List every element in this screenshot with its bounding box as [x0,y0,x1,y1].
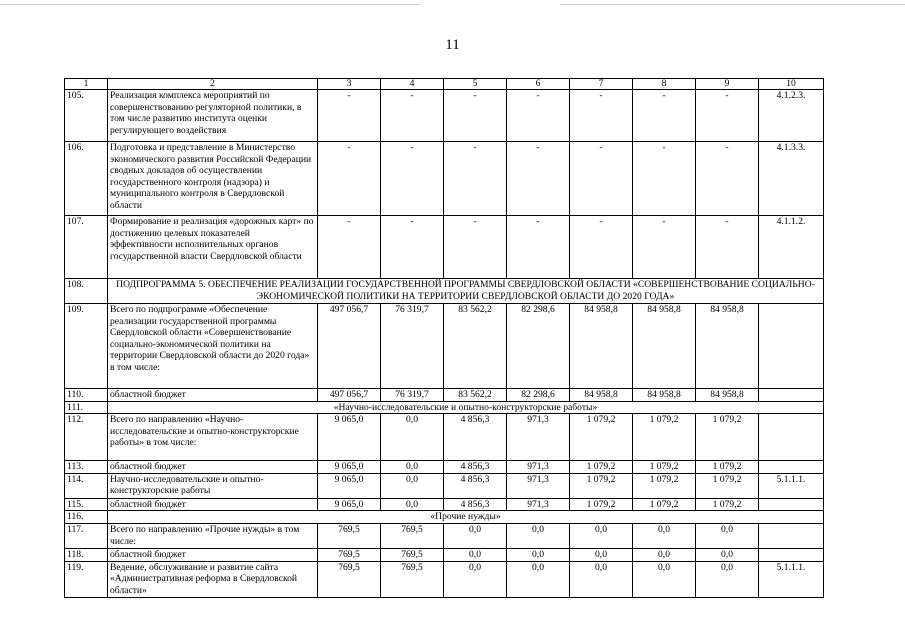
column-number: 5 [444,79,507,90]
row-number: 111. [65,401,108,414]
row-description: Научно-исследовательские и опытно-конструкторские работы [108,473,318,498]
value-cell: 497 056,7 [318,389,381,402]
value-cell: 84 958,8 [633,304,696,389]
value-cell: 0,0 [696,548,759,561]
value-cell: 76 319,7 [381,389,444,402]
value-cell: - [570,142,633,216]
section-title: ПОДПРОГРАММА 5. ОБЕСПЕЧЕНИЕ РЕАЛИЗАЦИИ ГОСУДАРСТВЕННОЙ ПРОГРАММЫ СВЕРДЛОВСКОЙ ОБЛАСТИ «СОВЕРШЕНСТВОВАНИЕ СОЦИАЛЬНО-ЭКОНОМИЧЕСКОЙ ПОЛИТИКИ НА ТЕРРИТОРИИ СВЕРДЛОВСКОЙ ОБЛАСТИ ДО 2020 ГОДА» [108,279,824,304]
value-cell: 497 056,7 [318,304,381,389]
row-description: Реализация комплекса мероприятий по совершенствованию регуляторной политики, в том числе развитию института оценки регулирующего воздействия [108,90,318,142]
value-cell: 82 298,6 [507,304,570,389]
value-cell: 0,0 [633,561,696,597]
row-number: 114. [65,473,108,498]
value-cell: 769,5 [381,561,444,597]
section-title: «Научно-исследовательские и опытно-конструкторские работы» [108,401,824,414]
row-number: 108. [65,279,108,304]
row-description: областной бюджет [108,548,318,561]
table-row [65,461,824,474]
value-cell: - [381,216,444,279]
value-cell: - [507,142,570,216]
row-description: Формирование и реализация «дорожных карт» по достижению целевых показателей эффективности исполнительных органов государственной власти Свердловской области [108,216,318,279]
value-cell: 1 079,2 [633,461,696,474]
value-cell: 84 958,8 [696,389,759,402]
value-cell: 9 065,0 [318,461,381,474]
value-cell: 0,0 [696,561,759,597]
value-cell: - [507,216,570,279]
table-body [65,90,824,598]
table-row [65,414,824,461]
program-table [64,78,824,598]
value-cell: 4 856,3 [444,473,507,498]
value-cell: - [444,90,507,142]
value-cell: 0,0 [381,461,444,474]
value-cell: 769,5 [318,548,381,561]
value-cell: - [633,142,696,216]
row-number: 107. [65,216,108,279]
value-cell: 1 079,2 [633,498,696,511]
value-cell: 4 856,3 [444,498,507,511]
value-cell: 971,3 [507,498,570,511]
value-cell: - [570,90,633,142]
column-number: 9 [696,79,759,90]
value-cell: 1 079,2 [696,414,759,461]
value-cell: 1 079,2 [633,414,696,461]
value-cell: 0,0 [570,548,633,561]
value-cell: 76 319,7 [381,304,444,389]
value-cell: 1 079,2 [570,461,633,474]
table-row [65,216,824,279]
row-number: 112. [65,414,108,461]
value-cell: 1 079,2 [570,414,633,461]
target-code: 5.1.1.1. [759,561,824,597]
value-cell: - [696,142,759,216]
table-row [65,523,824,548]
value-cell: 1 079,2 [570,473,633,498]
target-code [759,548,824,561]
row-description: областной бюджет [108,461,318,474]
table-row [65,473,824,498]
value-cell: 0,0 [444,523,507,548]
value-cell: 769,5 [318,561,381,597]
value-cell: - [381,142,444,216]
column-number: 2 [108,79,318,90]
value-cell: - [633,216,696,279]
section-header-row [65,511,824,524]
row-number: 119. [65,561,108,597]
row-number: 110. [65,389,108,402]
value-cell: 769,5 [381,548,444,561]
column-number: 7 [570,79,633,90]
target-code [759,304,824,389]
value-cell: 83 562,2 [444,304,507,389]
value-cell: 4 856,3 [444,461,507,474]
target-code [759,414,824,461]
value-cell: 971,3 [507,414,570,461]
table-row [65,389,824,402]
column-number: 3 [318,79,381,90]
row-description: областной бюджет [108,498,318,511]
value-cell: 84 958,8 [570,389,633,402]
target-code: 4.1.1.2. [759,216,824,279]
target-code [759,498,824,511]
value-cell: 0,0 [381,498,444,511]
section-header-row [65,401,824,414]
row-number: 118. [65,548,108,561]
value-cell: 0,0 [381,473,444,498]
section-header-row [65,279,824,304]
value-cell: 84 958,8 [570,304,633,389]
value-cell: - [444,142,507,216]
row-description: Всего по направлению «Научно-исследовательские и опытно-конструкторские работы» в том числе: [108,414,318,461]
value-cell: 84 958,8 [633,389,696,402]
column-number: 10 [759,79,824,90]
value-cell: 1 079,2 [570,498,633,511]
target-code [759,523,824,548]
value-cell: 0,0 [570,523,633,548]
target-code: 4.1.2.3. [759,90,824,142]
row-number: 117. [65,523,108,548]
table-row [65,90,824,142]
value-cell: - [318,216,381,279]
row-description: Всего по подпрограмме «Обеспечение реализации государственной программы Свердловской области «Совершенствование социально-экономической политики на территории Свердловской области до 2020 года» в том числе: [108,304,318,389]
value-cell: - [381,90,444,142]
value-cell: - [633,90,696,142]
row-number: 113. [65,461,108,474]
column-number: 1 [65,79,108,90]
value-cell: 1 079,2 [633,473,696,498]
value-cell: 0,0 [507,548,570,561]
value-cell: - [696,90,759,142]
value-cell: 971,3 [507,473,570,498]
column-number: 4 [381,79,444,90]
value-cell: 0,0 [633,548,696,561]
value-cell: 0,0 [570,561,633,597]
scan-edge-line-left [0,4,420,5]
table-row [65,548,824,561]
target-code: 4.1.3.3. [759,142,824,216]
value-cell: - [318,90,381,142]
value-cell: 0,0 [507,523,570,548]
value-cell: 1 079,2 [696,473,759,498]
row-description: Ведение, обслуживание и развитие сайта «Административная реформа в Свердловской области» [108,561,318,597]
value-cell: - [318,142,381,216]
section-title: «Прочие нужды» [108,511,824,524]
table-row [65,561,824,597]
row-description: областной бюджет [108,389,318,402]
table-row [65,304,824,389]
column-number: 6 [507,79,570,90]
column-number-row [65,79,824,90]
value-cell: 0,0 [507,561,570,597]
target-code [759,461,824,474]
row-number: 115. [65,498,108,511]
table-row [65,498,824,511]
value-cell: 4 856,3 [444,414,507,461]
value-cell: 1 079,2 [696,461,759,474]
row-number: 116. [65,511,108,524]
value-cell: 971,3 [507,461,570,474]
row-description: Всего по направлению «Прочие нужды» в том числе: [108,523,318,548]
value-cell: 0,0 [696,523,759,548]
column-number: 8 [633,79,696,90]
value-cell: 82 298,6 [507,389,570,402]
value-cell: 0,0 [444,548,507,561]
value-cell: 9 065,0 [318,414,381,461]
value-cell: 0,0 [444,561,507,597]
value-cell: 9 065,0 [318,498,381,511]
value-cell: 769,5 [318,523,381,548]
value-cell: - [444,216,507,279]
value-cell: 769,5 [381,523,444,548]
row-description: Подготовка и представление в Министерство экономического развития Российской Федерации сводных докладов об осуществлении государственного контроля (надзора) и муниципального контроля в Свердловской области [108,142,318,216]
value-cell: 0,0 [381,414,444,461]
row-number: 105. [65,90,108,142]
target-code [759,389,824,402]
page-number: 11 [445,37,460,53]
value-cell: 1 079,2 [696,498,759,511]
scan-edge-line-right [560,4,905,5]
value-cell: 83 562,2 [444,389,507,402]
value-cell: - [507,90,570,142]
row-number: 109. [65,304,108,389]
table-row [65,142,824,216]
value-cell: - [696,216,759,279]
row-number: 106. [65,142,108,216]
value-cell: 84 958,8 [696,304,759,389]
value-cell: 0,0 [633,523,696,548]
value-cell: - [570,216,633,279]
value-cell: 9 065,0 [318,473,381,498]
target-code: 5.1.1.1. [759,473,824,498]
